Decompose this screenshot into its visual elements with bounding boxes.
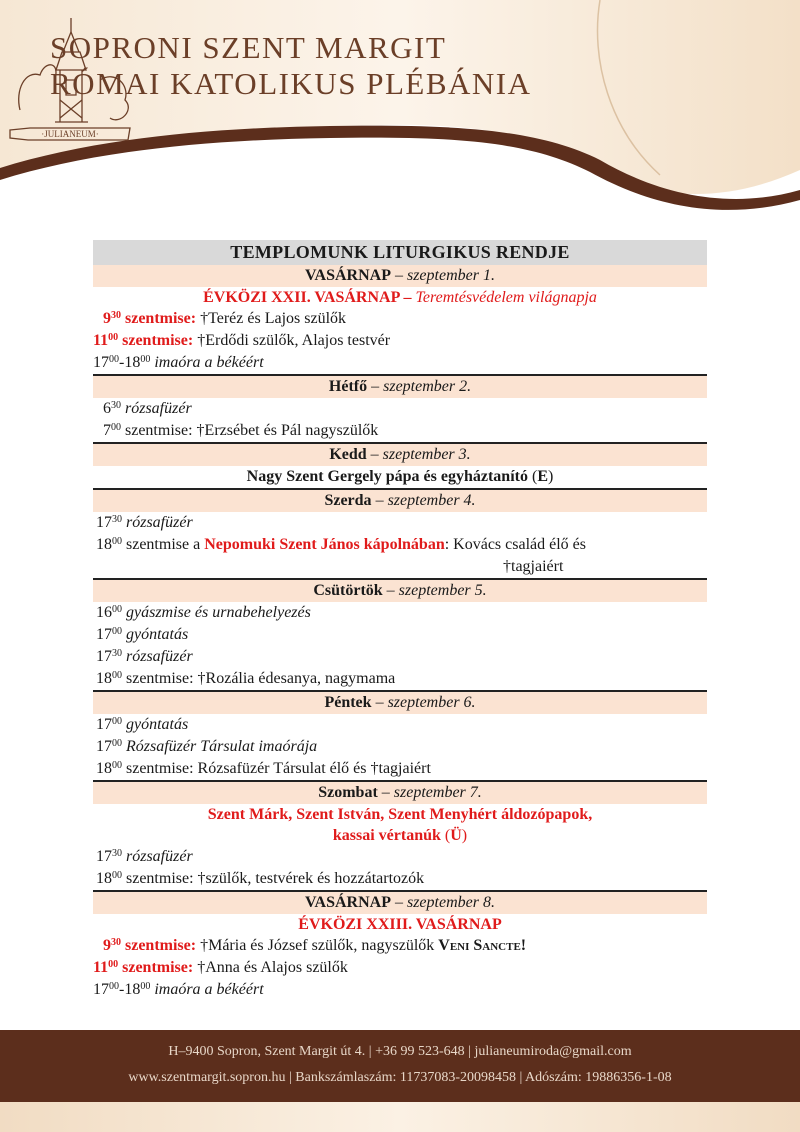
event-row: $7^{00}$ szentmise: †Erzsébet és Pál nagyszülők (103, 422, 379, 439)
event-row: $16^{00}$ gyászmise és urnabehelyezés (96, 604, 311, 621)
event-row: $17^{30}$ rózsafüzér (96, 648, 193, 665)
feast-sunday-sep1: ÉVKÖZI XXII. VASÁRNAP – Teremtésvédelem világnapja (203, 289, 597, 306)
julianeum-belltower-logo (0, 0, 140, 150)
event-row: $17^{30}$ rózsafüzér (96, 514, 193, 531)
event-row: $6^{30}$ rózsafüzér (103, 400, 192, 417)
bottom-decorative-strip (0, 1102, 800, 1132)
day-header-tuesday: Kedd – szeptember 3. (93, 442, 707, 466)
event-row: $18^{00}$ szentmise: †Rozália édesanya, nagymama (96, 670, 396, 687)
event-row: $18^{00}$ szentmise a Nepomuki Szent János kápolnában: Kovács család élő és (96, 536, 586, 553)
feast-saturday: Szent Márk, Szent István, Szent Menyhért áldozópapok, kassai vértanúk (Ü) (207, 806, 593, 844)
feast-sunday-sep8: ÉVKÖZI XXIII. VASÁRNAP (298, 916, 502, 933)
day-header-friday: Péntek – szeptember 6. (93, 690, 707, 714)
footer-address-line: H–9400 Sopron, Szent Margit út 4. | +36 99 523-648 | julianeumiroda@gmail.com (168, 1044, 632, 1059)
footer-contact (0, 1030, 800, 1102)
liturgical-schedule (93, 240, 707, 1001)
event-row: $17^{00}-18^{00}$ imaóra a békéért (93, 354, 264, 371)
day-header-sunday-sep1: VASÁRNAP – szeptember 1. (93, 265, 707, 287)
event-row: $11^{00}$ szentmise: †Anna és Alajos szülők (93, 959, 348, 976)
day-header-thursday: Csütörtök – szeptember 5. (93, 578, 707, 602)
event-row: $17^{00}$ gyóntatás (96, 716, 189, 733)
event-row: $9^{30}$ szentmise: †Mária és József szülők, nagyszülők Veni Sancte! (103, 937, 527, 954)
event-row: $18^{00}$ szentmise: †szülők, testvérek és hozzátartozók (96, 870, 425, 887)
day-header-wednesday: Szerda – szeptember 4. (93, 488, 707, 512)
event-row: $17^{00}$ gyóntatás (96, 626, 189, 643)
schedule-title: TEMPLOMUNK LITURGIKUS RENDJE (93, 240, 707, 265)
day-header-sunday-sep8: VASÁRNAP – szeptember 8. (93, 890, 707, 914)
event-row: $17^{30}$ rózsafüzér (96, 848, 193, 865)
logo-text: ·JULIANEUM· (41, 129, 99, 139)
day-header-monday: Hétfő – szeptember 2. (93, 374, 707, 398)
parish-name-line2: RÓMAI KATOLIKUS PLÉBÁNIA (50, 66, 532, 101)
event-row: $17^{00}-18^{00}$ imaóra a békéért (93, 981, 264, 998)
event-row: $17^{00}$ Rózsafüzér Társulat imaórája (96, 738, 318, 755)
event-row: $11^{00}$ szentmise: †Erdődi szülők, Alajos testvér (93, 332, 391, 349)
event-row-continuation: †tagjaiért (503, 558, 564, 575)
event-row: $9^{30}$ szentmise: †Teréz és Lajos szülők (103, 310, 347, 327)
feast-tuesday: Nagy Szent Gergely pápa és egyháztanító (E) (246, 468, 554, 485)
parish-name-line1: SOPRONI SZENT MARGIT (50, 30, 447, 65)
footer-bank-line: www.szentmargit.sopron.hu | Bankszámlaszám: 11737083-20098458 | Adószám: 19886356-1-08 (128, 1070, 672, 1085)
day-header-saturday: Szombat – szeptember 7. (93, 780, 707, 804)
event-row: $18^{00}$ szentmise: Rózsafüzér Társulat élő és †tagjaiért (96, 760, 431, 777)
letterhead (0, 0, 800, 215)
